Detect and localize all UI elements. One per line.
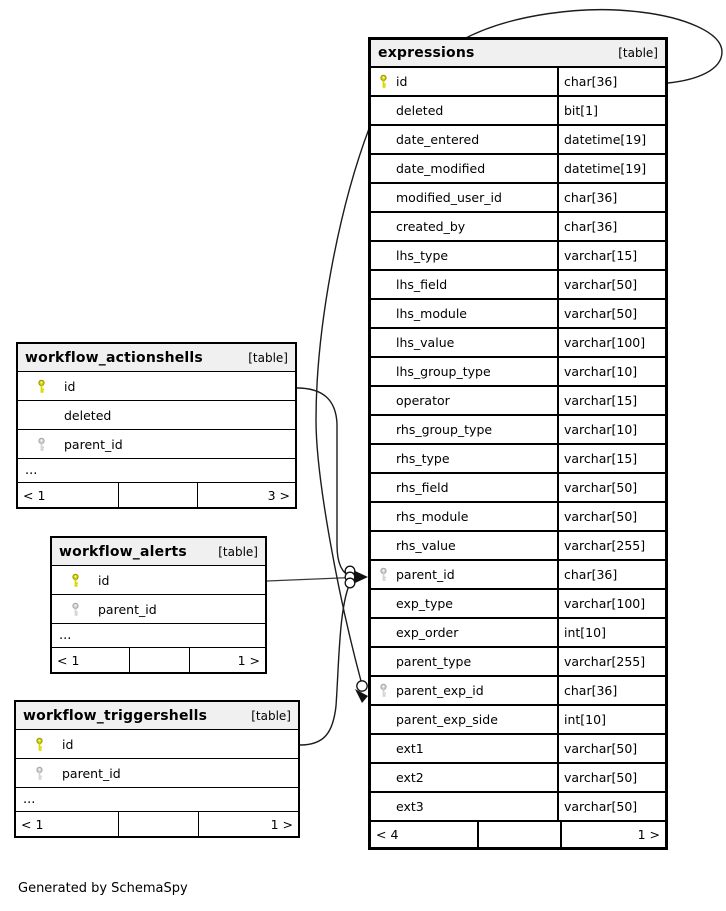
more-columns-row [52, 624, 265, 648]
footer-children-count: 1 > [237, 652, 260, 668]
column-name: parent_id [396, 567, 455, 582]
column-type: varchar[50] [557, 764, 665, 791]
column-name: exp_type [396, 596, 453, 611]
table-footer [52, 648, 265, 672]
column-list [18, 372, 295, 483]
column-row-ext2 [371, 764, 665, 793]
primary-key-icon [71, 573, 80, 588]
column-type: varchar[100] [557, 329, 665, 356]
column-name: ext3 [396, 799, 424, 814]
column-type: varchar[255] [557, 532, 665, 559]
column-type: varchar[15] [557, 445, 665, 472]
column-row-parent_id [52, 595, 265, 624]
table-header[interactable] [52, 538, 265, 566]
column-name: parent_id [98, 601, 157, 617]
column-type: varchar[50] [557, 271, 665, 298]
primary-key-cell [371, 74, 396, 89]
table-type-badge: [table] [251, 708, 291, 723]
column-row-id [371, 68, 665, 97]
column-type: varchar[50] [557, 503, 665, 530]
cardinality-circle-3 [345, 578, 355, 588]
foreign-key-cell [371, 683, 396, 698]
column-name: id [64, 378, 76, 394]
column-type: varchar[10] [557, 358, 665, 385]
column-row-lhs_field [371, 271, 665, 300]
table-workflow-alerts[interactable] [50, 536, 267, 674]
column-row-lhs_module [371, 300, 665, 329]
foreign-key-cell [16, 766, 62, 781]
table-workflow-actionshells[interactable] [16, 342, 297, 509]
column-type: char[36] [557, 561, 665, 588]
column-type: char[36] [557, 677, 665, 704]
column-name: rhs_field [396, 480, 449, 495]
foreign-key-icon [379, 567, 388, 582]
column-row-id [18, 372, 295, 401]
column-name: rhs_module [396, 509, 469, 524]
column-row-deleted [371, 97, 665, 126]
footer-mid-cell [477, 822, 562, 847]
column-name: parent_exp_id [396, 683, 484, 698]
footer-mid-cell [118, 812, 200, 836]
column-row-ext1 [371, 735, 665, 764]
foreign-key-icon [35, 766, 44, 781]
column-row-parent_id [18, 430, 295, 459]
column-row-exp_type [371, 590, 665, 619]
column-row-rhs_module [371, 503, 665, 532]
primary-key-cell [52, 573, 98, 588]
ellipsis-label: ... [23, 792, 36, 807]
ellipsis-label: ... [25, 463, 38, 478]
column-row-lhs_group_type [371, 358, 665, 387]
column-row-created_by [371, 213, 665, 242]
column-row-rhs_field [371, 474, 665, 503]
column-name: rhs_group_type [396, 422, 493, 437]
column-name: deleted [64, 407, 112, 423]
column-row-rhs_type [371, 445, 665, 474]
table-title[interactable]: expressions [378, 45, 475, 61]
table-workflow-triggershells[interactable] [14, 700, 300, 838]
column-row-rhs_value [371, 532, 665, 561]
column-type: varchar[15] [557, 387, 665, 414]
column-name: rhs_value [396, 538, 456, 553]
column-name: operator [396, 393, 450, 408]
column-name: id [62, 736, 74, 752]
table-header[interactable] [16, 702, 298, 730]
table-type-badge: [table] [248, 350, 288, 365]
column-name: deleted [396, 103, 444, 118]
column-row-date_entered [371, 126, 665, 155]
column-row-ext3 [371, 793, 665, 822]
column-row-parent_exp_id [371, 677, 665, 706]
table-expressions[interactable] [368, 37, 668, 850]
foreign-key-icon [71, 602, 80, 617]
column-name: rhs_type [396, 451, 450, 466]
column-type: varchar[15] [557, 242, 665, 269]
column-row-id [52, 566, 265, 595]
table-footer [18, 483, 295, 507]
column-type: char[36] [557, 213, 665, 240]
foreign-key-icon [37, 437, 46, 452]
foreign-key-cell [371, 567, 396, 582]
column-name: parent_id [62, 765, 121, 781]
footer-parents-count: < 1 [21, 816, 44, 832]
cardinality-circle-2 [345, 572, 355, 582]
footer-mid-cell [129, 648, 191, 672]
column-type: varchar[255] [557, 648, 665, 675]
column-type: bit[1] [557, 97, 665, 124]
foreign-key-cell [18, 437, 64, 452]
relationship-line-triggershells-to-parent-id [300, 581, 351, 745]
column-name: date_entered [396, 132, 480, 147]
column-name: date_modified [396, 161, 486, 176]
footer-children-count: 1 > [637, 827, 660, 842]
column-name: lhs_value [396, 335, 455, 350]
table-title[interactable]: workflow_actionshells [25, 349, 203, 366]
foreign-key-icon [379, 683, 388, 698]
column-row-parent_type [371, 648, 665, 677]
column-name: parent_type [396, 654, 472, 669]
column-row-parent_id [16, 759, 298, 788]
relationship-line-actionshells-to-parent-id [297, 388, 352, 577]
table-header[interactable] [18, 344, 295, 372]
primary-key-icon [379, 74, 388, 89]
column-name: lhs_type [396, 248, 449, 263]
column-row-deleted [18, 401, 295, 430]
table-type-badge: [table] [618, 46, 658, 60]
footer-mid-cell [118, 483, 198, 507]
table-title[interactable]: workflow_alerts [59, 543, 187, 560]
column-row-modified_user_id [371, 184, 665, 213]
column-name: lhs_field [396, 277, 448, 292]
foreign-key-cell [52, 602, 98, 617]
footer-parents-count: < 4 [376, 827, 399, 842]
column-name: created_by [396, 219, 466, 234]
table-footer [371, 822, 665, 847]
column-name: ext2 [396, 770, 424, 785]
column-type: char[36] [557, 184, 665, 211]
column-row-date_modified [371, 155, 665, 184]
primary-key-icon [35, 737, 44, 752]
footer-parents-count: < 1 [23, 487, 46, 503]
column-type: varchar[10] [557, 416, 665, 443]
column-type: varchar[50] [557, 793, 665, 820]
column-name: id [98, 572, 110, 588]
column-name: modified_user_id [396, 190, 502, 205]
column-type: varchar[100] [557, 590, 665, 617]
column-name: exp_order [396, 625, 459, 640]
column-type: varchar[50] [557, 735, 665, 762]
column-name: lhs_group_type [396, 364, 491, 379]
footer-parents-count: < 1 [57, 652, 80, 668]
more-columns-row [16, 788, 298, 812]
column-row-id [16, 730, 298, 759]
footer-children-count: 1 > [270, 816, 293, 832]
column-name: parent_id [64, 436, 123, 452]
column-row-exp_order [371, 619, 665, 648]
arrowhead-parent-id [354, 571, 368, 584]
column-row-parent_id [371, 561, 665, 590]
generator-note: Generated by SchemaSpy [18, 881, 188, 896]
table-footer [16, 812, 298, 836]
column-type: datetime[19] [557, 155, 665, 182]
column-name: ext1 [396, 741, 424, 756]
table-type-badge: [table] [218, 544, 258, 559]
column-row-operator [371, 387, 665, 416]
table-title[interactable]: workflow_triggershells [23, 707, 208, 724]
column-list [16, 730, 298, 812]
column-list [52, 566, 265, 648]
column-name: parent_exp_side [396, 712, 498, 727]
column-list [371, 68, 665, 822]
column-row-parent_exp_side [371, 706, 665, 735]
ellipsis-label: ... [59, 628, 72, 643]
column-name: id [396, 74, 408, 89]
column-name: lhs_module [396, 306, 468, 321]
footer-children-count: 3 > [267, 487, 290, 503]
column-row-lhs_value [371, 329, 665, 358]
more-columns-row [18, 459, 295, 483]
cardinality-circle-1 [345, 566, 355, 576]
cardinality-circle-self-ref [357, 681, 367, 691]
relationship-line-alerts-to-parent-id [267, 578, 352, 582]
column-row-lhs_type [371, 242, 665, 271]
column-type: datetime[19] [557, 126, 665, 153]
column-type: char[36] [557, 68, 665, 95]
arrowhead-parent-exp-id [355, 689, 368, 703]
column-type: int[10] [557, 619, 665, 646]
primary-key-cell [18, 379, 64, 394]
column-type: int[10] [557, 706, 665, 733]
primary-key-icon [37, 379, 46, 394]
column-row-rhs_group_type [371, 416, 665, 445]
column-type: varchar[50] [557, 300, 665, 327]
table-header[interactable] [371, 40, 665, 68]
column-type: varchar[50] [557, 474, 665, 501]
primary-key-cell [16, 737, 62, 752]
